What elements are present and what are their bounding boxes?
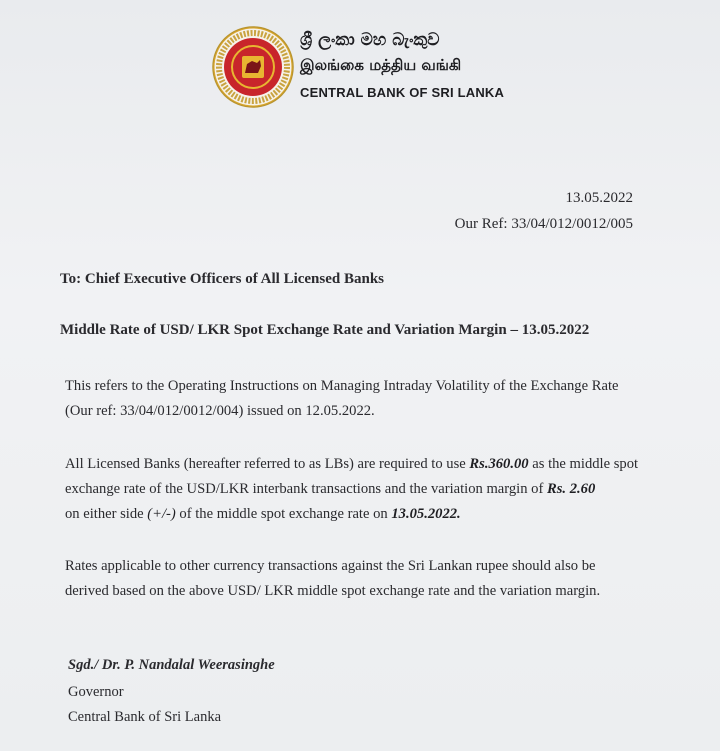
signatory-name-text: Sgd./ Dr. P. Nandalal Weerasinghe	[68, 657, 275, 673]
paragraph-other-currencies	[65, 554, 665, 604]
paragraph-intro	[65, 374, 665, 424]
middle-rate-value: Rs.360.00	[469, 456, 529, 472]
paragraph-intro-line1: This refers to the Operating Instructions on Managing Intraday Volatility of the Exchange Rate	[65, 378, 619, 394]
bank-name-tamil: இலங்கை மத்திய வங்கி	[300, 56, 462, 74]
bank-name-sinhala: ශ්‍රී ලංකා මහ බැංකුව	[300, 30, 440, 50]
paragraph-other-line2: derived based on the above USD/ LKR middle spot exchange rate and the variation margin.	[65, 583, 601, 599]
addressee: To: Chief Executive Officers of All Licensed Banks	[60, 271, 385, 287]
plus-minus-text: (+/-)	[147, 506, 176, 522]
bank-name-english: CENTRAL BANK OF SRI LANKA	[300, 85, 505, 100]
paragraph-intro-line2: (Our ref: 33/04/012/0012/004) issued on 12.05.2022.	[65, 403, 375, 419]
signatory-name	[68, 657, 275, 674]
central-bank-seal-icon	[212, 26, 294, 108]
variation-margin-value: Rs. 2.60	[547, 481, 596, 497]
paragraph-other-line1: Rates applicable to other currency transactions against the Sri Lankan rupee should also be	[65, 558, 596, 574]
signatory-organization: Central Bank of Sri Lanka	[68, 709, 222, 725]
letter-reference: Our Ref: 33/04/012/0012/005	[454, 216, 633, 232]
rate-text-4: of the middle spot exchange rate on	[175, 506, 392, 522]
rate-text-3: on either side	[65, 506, 148, 522]
subject-line: Middle Rate of USD/ LKR Spot Exchange Rate and Variation Margin – 13.05.2022	[60, 322, 590, 338]
paragraph-rate	[65, 452, 665, 527]
letter-date: 13.05.2022	[565, 190, 633, 206]
signatory-title: Governor	[68, 684, 124, 700]
rate-text-1: All Licensed Banks (hereafter referred to as LBs) are required to use	[65, 456, 470, 472]
effective-date-value: 13.05.2022.	[391, 506, 461, 522]
rate-text-2: as the middle spot exchange rate of the USD/LKR interbank transactions and the variation margin of	[65, 456, 639, 497]
